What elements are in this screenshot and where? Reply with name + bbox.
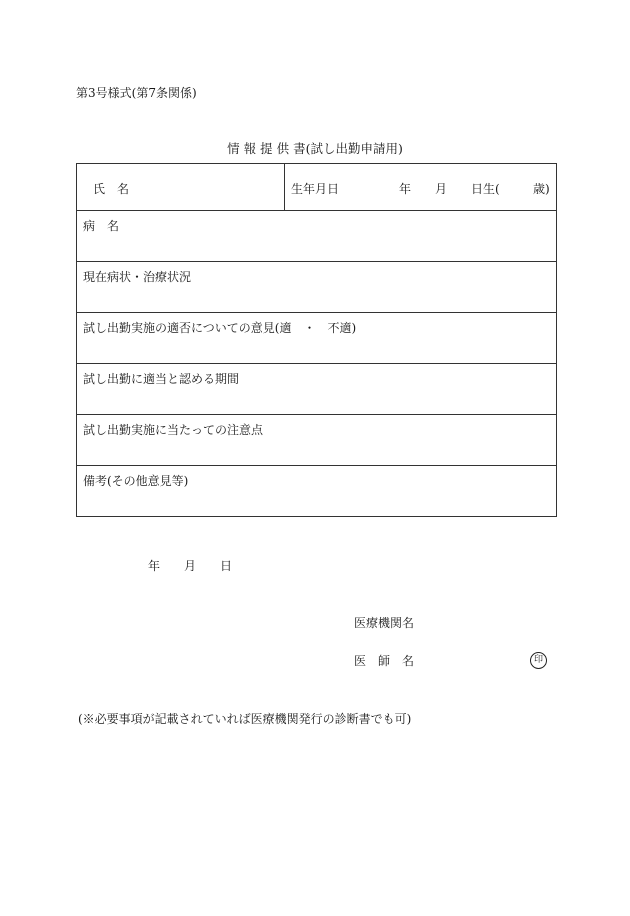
table-row-opinion <box>77 312 556 363</box>
table-row-period <box>77 363 556 414</box>
info-table <box>76 163 557 517</box>
name-cell <box>77 164 285 210</box>
table-row-precautions <box>77 414 556 465</box>
age-label: 歳) <box>533 182 550 196</box>
document-title: 情 報 提 供 書(試し出勤申請用) <box>227 141 403 156</box>
table-row-remarks <box>77 465 556 516</box>
condition-label: 現在病状・治療状況 <box>83 270 192 284</box>
remarks-label: 備考(その他意見等) <box>83 474 189 488</box>
precautions-label: 試し出勤実施に当たっての注意点 <box>83 423 264 437</box>
table-row-condition <box>77 261 556 312</box>
doctor-label: 医 師 名 <box>354 654 415 668</box>
period-label: 試し出勤に適当と認める期間 <box>83 372 240 386</box>
disease-label: 病 名 <box>83 219 120 233</box>
form-number: 第3号様式(第7条関係) <box>76 86 197 100</box>
opinion-label: 試し出勤実施の適否についての意見(適 ・ 不適) <box>83 321 357 335</box>
table-row-name <box>77 164 556 210</box>
date-line: 年 月 日 <box>148 559 233 573</box>
footnote: (※必要事項が記載されていれば医療機関発行の診断書でも可) <box>78 712 412 726</box>
institution-label: 医療機関名 <box>354 616 415 630</box>
name-label: 氏 名 <box>93 182 130 196</box>
birthdate-label: 生年月日 年 月 日生( <box>291 182 500 196</box>
seal-icon: 印 <box>530 652 547 669</box>
table-row-disease <box>77 210 556 261</box>
